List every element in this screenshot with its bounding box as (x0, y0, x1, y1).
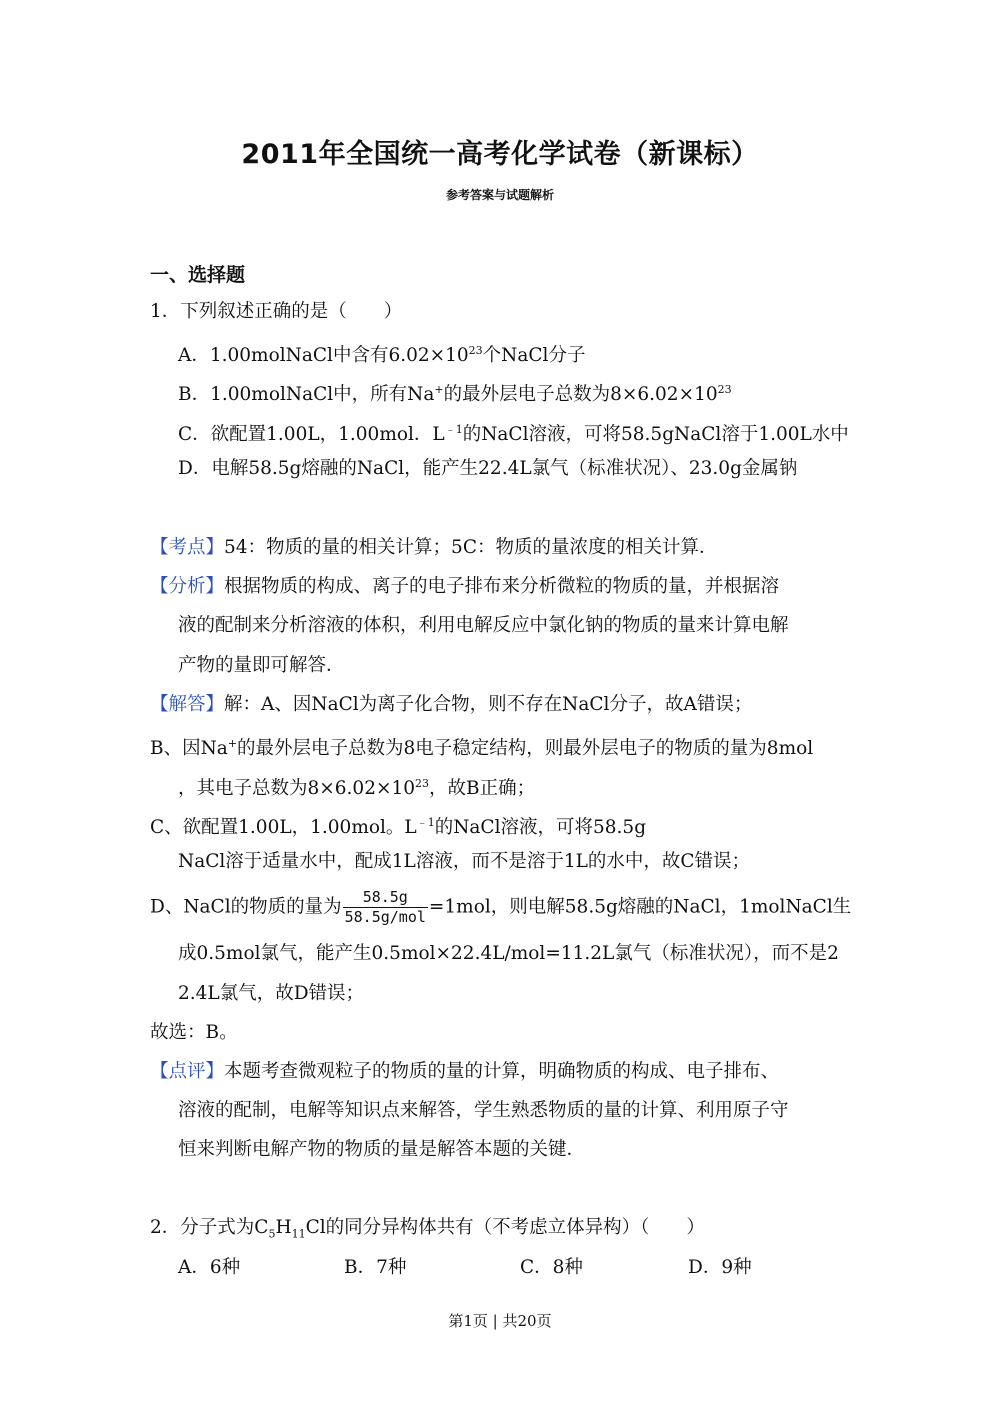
jieda-c-text: C、欲配置1.00L，1.00mol。L (150, 817, 417, 839)
jieda-b-line-2 (178, 772, 535, 801)
exponent: 23 (468, 344, 483, 357)
kaodian-line (150, 536, 717, 560)
option-c-text: C．欲配置1.00L，1.00mol．L (178, 424, 445, 446)
ion-charge: + (434, 383, 444, 396)
question-1-option-a (178, 339, 585, 368)
kaodian-text: 54：物质的量的相关计算；5C：物质的量浓度的相关计算． (224, 537, 718, 558)
jieda-c-text-end: 的NaCl溶液，可将58.5g (434, 817, 647, 839)
subscript: 5 (268, 1227, 276, 1241)
jieda-line-1 (150, 693, 752, 717)
jieda-d-line-1 (150, 888, 851, 927)
question-1-stem: 1．下列叙述正确的是（ ） (150, 301, 403, 322)
page-subtitle: 参考答案与试题解析 (445, 188, 554, 202)
jieda-c-line-1 (150, 811, 646, 840)
question-2-stem (150, 1216, 705, 1247)
jieda-d-text-end: =1mol，则电解58.5g熔融的NaCl，1molNaCl生 (428, 896, 852, 918)
page-title: 2011年全国统一高考化学试卷（新课标） (241, 139, 759, 170)
kaodian-tag: 【考点】 (150, 537, 225, 558)
fenxi-line-2: 液的配制来分析溶液的体积，利用电解反应中氯化钠的物质的量来计算电解 (178, 615, 789, 636)
jieda-b-line-1 (150, 732, 813, 761)
option-c-text-end: 的NaCl溶液，可将58.5gNaCl溶于1.00L水中 (462, 424, 849, 446)
exponent: ﹣1 (416, 816, 435, 829)
jieda-tag: 【解答】 (150, 694, 225, 715)
option-a-text-end: 个NaCl分子 (482, 345, 586, 367)
question-2-option-c: C．8种 (520, 1257, 583, 1278)
jieda-d-line-2: 成0.5mol氯气，能产生0.5mol×22.4L/mol=11.2L氯气（标准状况），而不是2 (178, 943, 839, 964)
dianping-tag: 【点评】 (150, 1061, 225, 1082)
option-a-text: A．1.00molNaCl中含有6.02×10 (178, 345, 469, 367)
fenxi-tag: 【分析】 (150, 576, 225, 597)
element-h: H (275, 1217, 292, 1238)
question-2-text: 2．分子式为C (150, 1217, 269, 1238)
option-b-text-mid: 的最外层电子总数为8×6.02×10 (443, 384, 718, 406)
dianping-line-3: 恒来判断电解产物的物质的量是解答本题的关键． (178, 1139, 586, 1160)
jieda-d-line-3: 2.4L氯气，故D错误； (178, 983, 365, 1004)
fenxi-line-1 (150, 575, 779, 599)
option-b-text: B．1.00molNaCl中，所有Na (178, 384, 435, 406)
answer-choice: 故选：B。 (150, 1022, 238, 1043)
fenxi-text: 根据物质的构成、离子的电子排布来分析微粒的物质的量，并根据溶 (224, 576, 780, 597)
question-1-option-d: D．电解58.5g熔融的NaCl，能产生22.4L氯气（标准状况）、23.0g金属钠 (178, 458, 798, 479)
page-footer: 第1页 | 共20页 (448, 1312, 552, 1330)
question-1-option-c (178, 418, 849, 447)
question-2-text-end: Cl的同分异构体共有（不考虑立体异构）（ ） (305, 1217, 705, 1238)
jieda-d-text: D、NaCl的物质的量为 (150, 896, 342, 918)
exponent: 23 (415, 777, 430, 790)
question-2-option-b: B．7种 (344, 1257, 407, 1278)
fraction-denominator: 58.5g/mol (344, 908, 426, 926)
fraction-numerator: 58.5g (343, 888, 428, 908)
subscript: 11 (291, 1227, 306, 1241)
exponent: ﹣1 (444, 423, 463, 436)
fraction (343, 888, 428, 927)
question-2-option-a: A．6种 (178, 1257, 241, 1278)
exponent: 23 (717, 383, 732, 396)
ion-charge: + (227, 737, 238, 750)
fenxi-line-3: 产物的量即可解答． (178, 655, 345, 676)
jieda-b-text: B、因Na (150, 738, 228, 760)
jieda-c-line-2: NaCl溶于适量水中，配成1L溶液，而不是溶于1L的水中，故C错误； (178, 851, 751, 872)
dianping-line-1 (150, 1060, 779, 1084)
section-heading: 一、选择题 (150, 264, 246, 286)
question-1-option-b (178, 378, 732, 407)
jieda-b2-text-end: ，故B正确； (429, 778, 536, 800)
question-2-option-d: D．9种 (688, 1257, 752, 1278)
jieda-b2-text: ，其电子总数为8×6.02×10 (178, 778, 416, 800)
jieda-b-text-end: 的最外层电子总数为8电子稳定结构，则最外层电子的物质的量为8mol (237, 738, 814, 760)
dianping-text: 本题考查微观粒子的物质的量的计算，明确物质的构成、电子排布、 (224, 1061, 780, 1082)
dianping-line-2: 溶液的配制，电解等知识点来解答，学生熟悉物质的量的计算、利用原子守 (178, 1100, 789, 1121)
jieda-text: 解：A、因NaCl为离子化合物，则不存在NaCl分子，故A错误； (224, 694, 753, 715)
